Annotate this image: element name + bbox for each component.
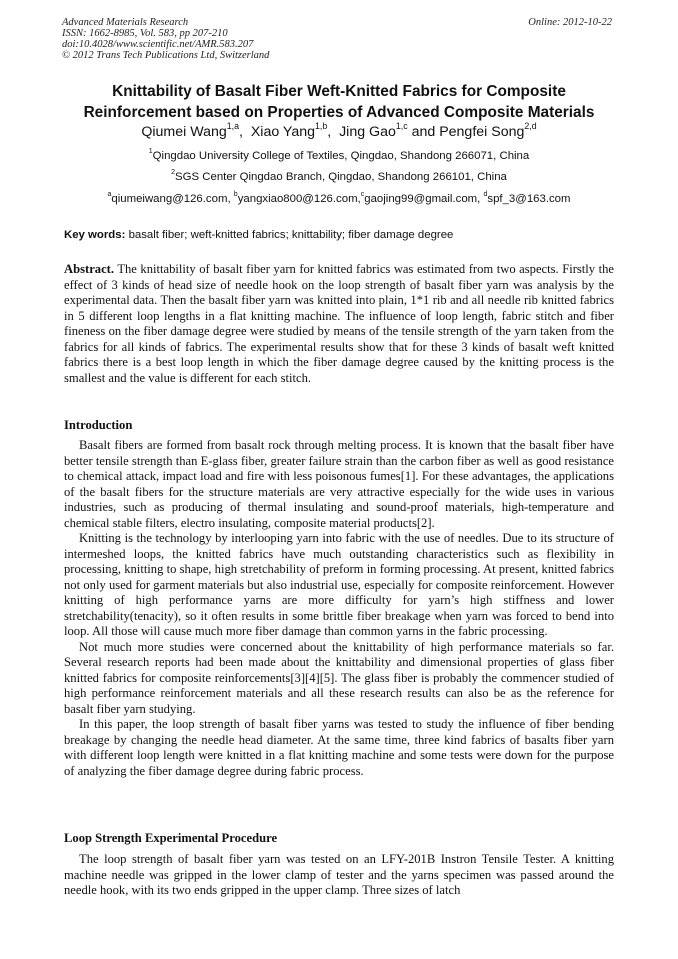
- email-sup: d: [483, 191, 488, 199]
- author-sup: 2,d: [524, 120, 537, 131]
- paragraph: The loop strength of basalt fiber yarn was tested on an LFY-201B Instron Tensile Tester. A knitting machine needle was gripped in the lower clamp of tester and the yarns specimen was passed around the needle hook, with its two ends gripped in the upper clamp. Three sizes of latch: [64, 852, 614, 897]
- affiliation-1: [40, 149, 638, 163]
- author-name: Qiumei Wang: [141, 124, 227, 140]
- affiliation-sup: 1: [148, 148, 153, 156]
- email-sup: c: [360, 191, 365, 199]
- introduction-body: [64, 438, 614, 779]
- email-link[interactable]: spf_3@163.com: [487, 193, 571, 205]
- journal-issn: ISSN: 1662-8985, Vol. 583, pp 207-210: [62, 28, 228, 39]
- affiliation-2: [40, 170, 638, 184]
- title-line-2: Reinforcement based on Properties of Advanced Composite Materials: [83, 104, 595, 121]
- paragraph: Not much more studies were concerned about the knittability of high performance materials so far. Several research reports had been made about the knittability and dimensional properties of glass fiber knitted fabrics for composite reinforcements[3][4][5]. The glass fiber is probably the commencer studied of high performance reinforcement materials and all these research results can also be as the reference for basalt fiber yarn studying.: [64, 639, 614, 716]
- author-sup: 1,c: [395, 120, 408, 131]
- author-sep: ,: [327, 124, 340, 140]
- abstract-label: Abstract.: [64, 262, 115, 276]
- affiliation-text: Qingdao University College of Textiles, Qingdao, Shandong 266071, China: [152, 150, 530, 162]
- abstract: [64, 262, 614, 386]
- abstract-text: The knittability of basalt fiber yarn for knitted fabrics was estimated from two aspects. Firstly the effect of 3 kinds of head size of needle hook on the loop strength of basalt fiber yarn was analysis by the experimental data. Then the basalt fiber yarn was knitted into plain, 1*1 rib and all needle rib knitted fabrics in 5 different loop lengths in a flat knitting machine. The influence of loop length, fabric stitch and fiber fineness on the fiber damage degree were studied by means of the tensile strength of the yarn taken from the fabrics for all kinds of fabrics. The experimental results show that for these 3 kinds of basalt weft knitted fabrics there is a best loop length in which the fiber damage degree caused by the knitting process is the smallest and the value is different for each stitch.: [64, 262, 614, 385]
- paper-title: [40, 81, 638, 123]
- email-sup: b: [233, 191, 238, 199]
- author-list: [40, 120, 638, 141]
- keywords-text: basalt fiber; weft-knitted fabrics; knittability; fiber damage degree: [125, 229, 454, 241]
- title-line-1: Knittability of Basalt Fiber Weft-Knitted Fabrics for Composite: [112, 83, 566, 100]
- email-link[interactable]: gaojing99@gmail.com,: [364, 193, 484, 205]
- email-link[interactable]: qiumeiwang@126.com,: [111, 193, 234, 205]
- paragraph: Basalt fibers are formed from basalt rock through melting process. It is known that the basalt fiber have better tensile strength than E-glass fiber, greater failure strain than the carbon fiber as well as good resistance to chemical attack, impact load and fire with less poisonous fumes[1]. For these advantages, the applications of the basalt fibers for the structure materials are very attractive especially for the wide uses in various industries, such as producing of thermal insulating and sound-proof materials, high-temperature and chemical stable filters, electro insulating, composite material products[2].: [64, 438, 614, 530]
- keywords-label: Key words:: [64, 229, 126, 241]
- affiliation-sup: 2: [171, 169, 176, 177]
- journal-copyright: © 2012 Trans Tech Publications Ltd, Switzerland: [62, 50, 270, 61]
- loop-strength-body: [64, 852, 614, 899]
- section-heading-introduction: Introduction: [64, 418, 133, 432]
- paragraph: In this paper, the loop strength of basalt fiber yarns was tested to study the influence of fiber bending breakage by changing the needle head diameter. At the same time, three kind fabrics of basalts fiber yarn with different loop length were knitted in a flat knitting machine and some tests were down for the purpose of analyzing the fiber damage degree during fabric process.: [64, 717, 614, 778]
- author-sep: and: [407, 124, 440, 140]
- email-sup: a: [107, 191, 112, 199]
- paragraph: Knitting is the technology by interlooping yarn into fabric with the use of needles. Due to its structure of intermeshed loops, the knitted fabrics have much outstanding characteristics such as flexibility in processing, knitting to shape, high stretchability of preform in forming processing. At present, knitted fabrics not only used for garment materials but also industrial use, especially for composite reinforcement. However knitting of high performance yarns are more difficulty for yarn’s high stiffness and lower stretchability(tenacity), so it often results in some brittle fiber breakage when yarn was forced to bend into loop. All those will cause much more fiber damage than common yarns in the fabric processing.: [64, 531, 614, 638]
- author-name: Jing Gao: [339, 124, 396, 140]
- author-sup: 1,b: [315, 120, 328, 131]
- online-date: Online: 2012-10-22: [528, 17, 612, 28]
- journal-name: Advanced Materials Research: [62, 17, 189, 28]
- journal-doi: doi:10.4028/www.scientific.net/AMR.583.207: [62, 39, 254, 50]
- affiliation-text: SGS Center Qingdao Branch, Qingdao, Shandong 266101, China: [175, 171, 507, 183]
- author-sup: 1,a: [226, 120, 240, 131]
- keywords: [64, 228, 624, 242]
- section-heading-loop-strength: Loop Strength Experimental Procedure: [64, 831, 278, 845]
- author-name: Xiao Yang: [250, 124, 316, 140]
- email-list: [40, 192, 638, 206]
- email-link[interactable]: yangxiao800@126.com,: [237, 193, 361, 205]
- author-sep: ,: [239, 124, 251, 140]
- author-name: Pengfei Song: [439, 124, 525, 140]
- journal-header: [62, 17, 269, 61]
